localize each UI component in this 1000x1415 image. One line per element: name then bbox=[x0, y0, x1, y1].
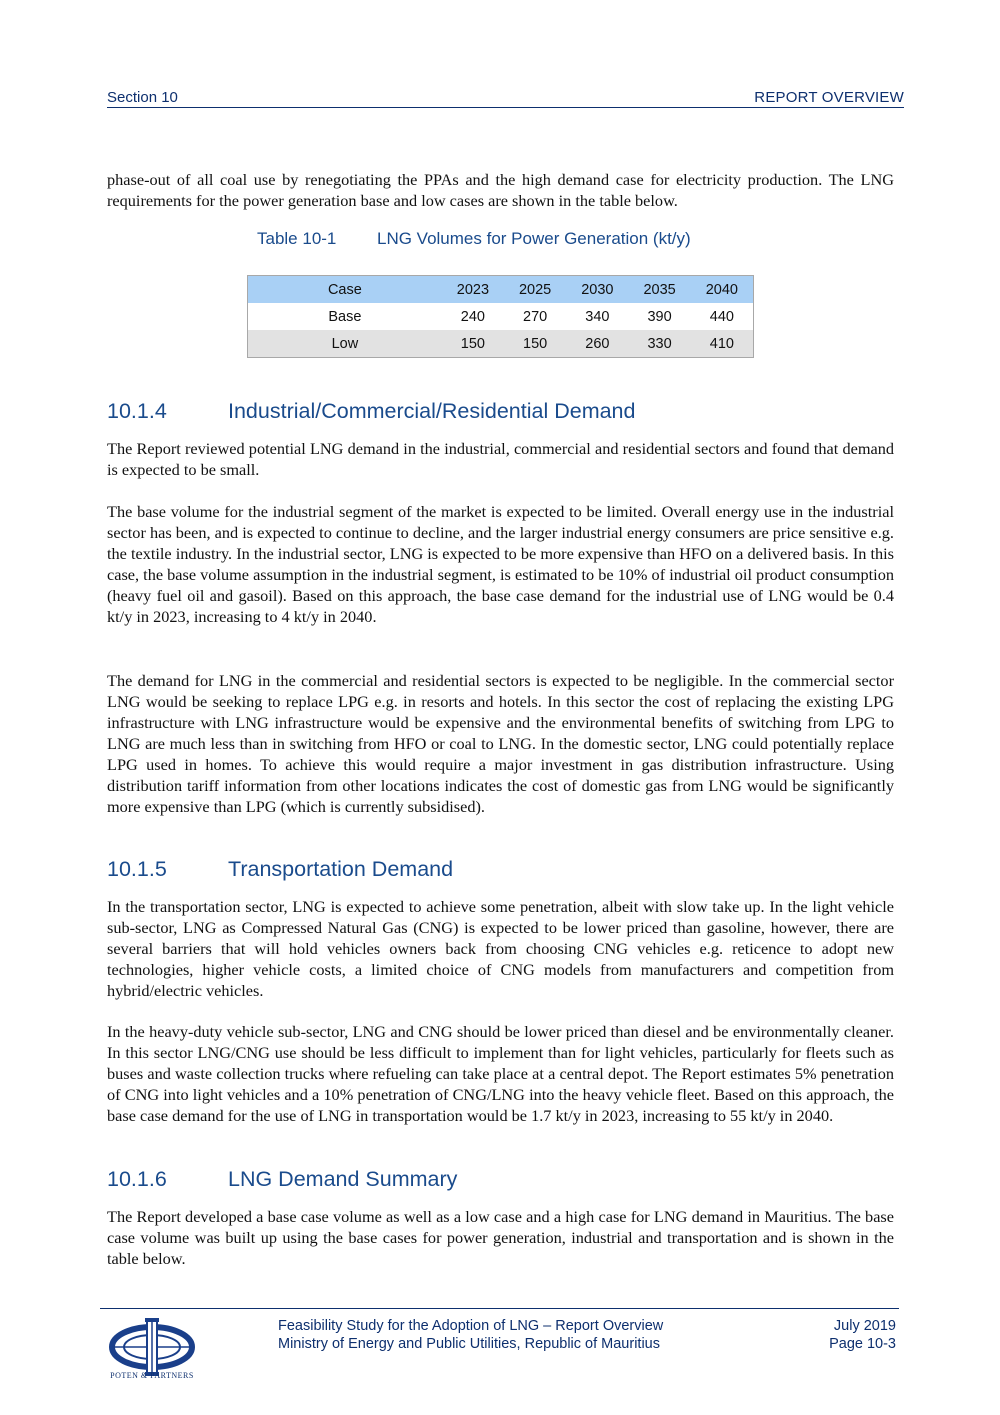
table-cell: 410 bbox=[709, 335, 734, 352]
footer-report-title: Feasibility Study for the Adoption of LNG – Report Overview bbox=[278, 1318, 664, 1334]
table-cell: 440 bbox=[709, 308, 734, 325]
table-cell: Base bbox=[328, 308, 362, 325]
paragraph: The Report reviewed potential LNG demand in the industrial, commercial and residential sectors and found that demand is expected to be small. bbox=[107, 439, 894, 479]
table-cell: 270 bbox=[523, 308, 548, 325]
logo-wordmark: POTEN & PARTNERS bbox=[110, 1371, 194, 1380]
table-cell: Low bbox=[331, 335, 359, 352]
table-cell: 340 bbox=[585, 308, 610, 325]
table-row bbox=[248, 330, 754, 358]
page-header bbox=[107, 89, 904, 108]
footer-ministry: Ministry of Energy and Public Utilities, Republic of Mauritius bbox=[278, 1336, 660, 1352]
table-cell: 260 bbox=[585, 335, 610, 352]
table-cell: 330 bbox=[647, 335, 672, 352]
section-title: Transportation Demand bbox=[228, 857, 454, 881]
header-report-title: REPORT OVERVIEW bbox=[754, 89, 904, 106]
paragraph: The Report developed a base case volume as well as a low case and a high case for LNG demand in Mauritius. The base case volume was built up using the base cases for power generation, industrial and transportation and is shown in the table below. bbox=[107, 1207, 894, 1268]
header-section-label: Section 10 bbox=[107, 89, 178, 106]
footer-page-number: Page 10-3 bbox=[829, 1336, 896, 1352]
table-cell: 390 bbox=[647, 308, 672, 325]
section-heading bbox=[107, 1167, 457, 1192]
section-title: Industrial/Commercial/Residential Demand bbox=[228, 399, 636, 423]
section-title: LNG Demand Summary bbox=[228, 1167, 458, 1191]
section-number: 10.1.6 bbox=[107, 1167, 167, 1191]
intro-paragraph: phase-out of all coal use by renegotiating the PPAs and the high demand case for electricity production. The LNG requirements for the power generation base and low cases are shown in the table below. bbox=[107, 170, 894, 210]
table-cell: 150 bbox=[460, 335, 485, 352]
lng-volumes-table bbox=[247, 275, 754, 358]
table-caption bbox=[257, 229, 691, 249]
table-row bbox=[248, 303, 754, 330]
paragraph: In the transportation sector, LNG is expected to achieve some penetration, albeit with slow take up. In the light vehicle sub-sector, LNG as Compressed Natural Gas (CNG) is expected to be lower priced than gasoline, however, there are several barriers that will hold vehicles owners back from choosing CNG vehicles e.g. reticence to adopt new technologies, higher vehicle costs, a limited choice of CNG models from manufacturers and competition from hybrid/electric vehicles. bbox=[107, 897, 894, 1000]
table-number: Table 10-1 bbox=[257, 229, 337, 248]
footer-divider bbox=[100, 1308, 899, 1309]
table-header-cell: 2030 bbox=[581, 281, 614, 298]
section-heading bbox=[107, 857, 453, 882]
paragraph: In the heavy-duty vehicle sub-sector, LNG and CNG should be lower priced than diesel and be environmentally cleaner. In this sector LNG/CNG use should be less difficult to implement than for light vehicles, particularly for fleets such as buses and waste collection trucks where refueling can take place at a central depot. The Report estimates 5% penetration of CNG into light vehicles and a 10% penetration of CNG/LNG into the heavy vehicle fleet. Based on this approach, the base case demand for the use of LNG in transportation would be 1.7 kt/y in 2023, increasing to 55 kt/y in 2040. bbox=[107, 1022, 894, 1125]
section-number: 10.1.4 bbox=[107, 399, 167, 423]
table-header-cell: 2040 bbox=[705, 281, 738, 298]
paragraph: The base volume for the industrial segment of the market is expected to be limited. Overall energy use in the industrial sector has been, and is expected to continue to decline, and the larger industrial energy consumers are price sensitive e.g. the textile industry. In the industrial sector, LNG is expected to be more expensive than HFO on a delivered basis. In this case, the base volume assumption in the industrial segment, is estimated to be 10% of industrial oil product consumption (heavy fuel oil and gasoil). Based on this approach, the base case demand for the industrial use of LNG would be 0.4 kt/y in 2023, increasing to 4 kt/y in 2040. bbox=[107, 502, 894, 626]
section-number: 10.1.5 bbox=[107, 857, 167, 881]
section-heading bbox=[107, 399, 635, 424]
poten-partners-logo-icon bbox=[107, 1316, 197, 1378]
table-title: LNG Volumes for Power Generation (kt/y) bbox=[377, 229, 691, 248]
table-header-cell: 2035 bbox=[643, 281, 676, 298]
table-header-cell: 2023 bbox=[456, 281, 490, 298]
table-cell: 240 bbox=[460, 308, 485, 325]
paragraph: The demand for LNG in the commercial and residential sectors is expected to be negligible. In the commercial sector LNG would be seeking to replace LPG e.g. in resorts and hotels. In this sector the cost of replacing the existing LPG infrastructure with LNG infrastructure would be expensive and the environmental benefits of switching from LPG to LNG are much less than in switching from HFO or coal to LNG. In the domestic sector, LNG could potentially replace LPG used in homes. To achieve this would require a major investment in gas distribution infrastructure. Using distribution tariff information from other locations indicates the cost of domestic gas from LNG would be significantly more expensive than LPG (which is currently subsidised). bbox=[107, 671, 894, 816]
table-header-cell: 2025 bbox=[518, 281, 552, 298]
footer-date: July 2019 bbox=[833, 1318, 896, 1334]
table-header-row bbox=[248, 276, 754, 304]
table-cell: 150 bbox=[523, 335, 548, 352]
table-header-cell: Case bbox=[327, 281, 362, 298]
